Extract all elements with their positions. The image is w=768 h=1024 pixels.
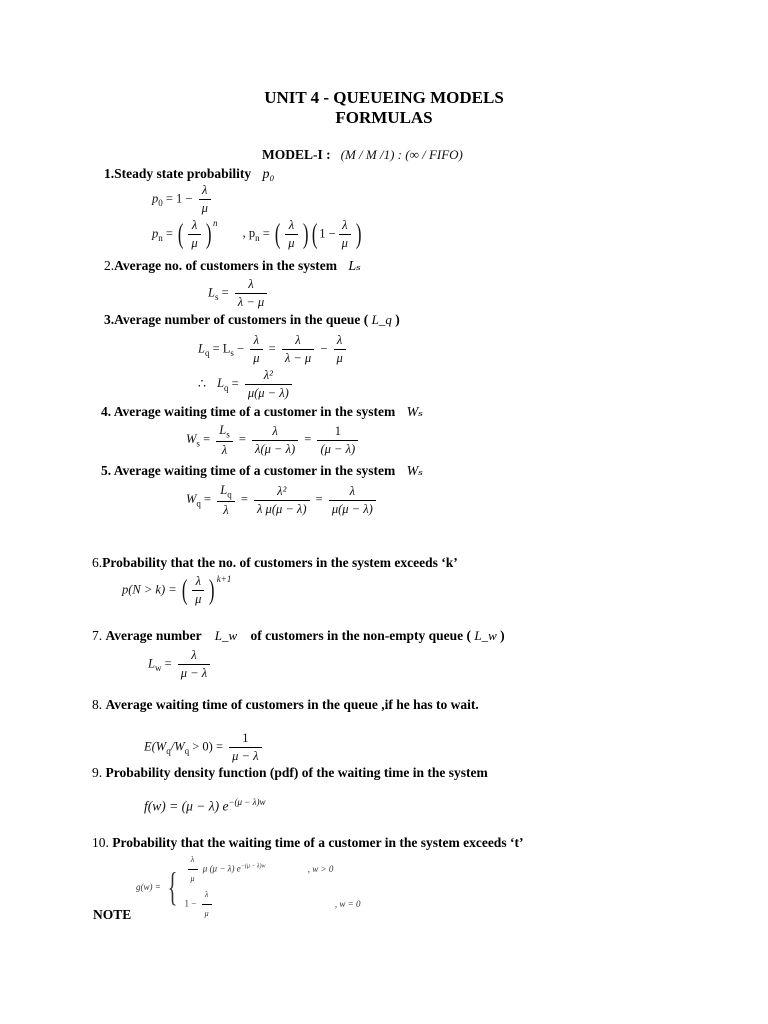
formula-4: $W_s$ = $\frac{L_s}{\lambda}$ = $\frac{\lambda}{\lambda(\mu - \lambda)}$ = $\frac{1}{(\mu - \lambda)}$ — [186, 423, 361, 458]
formula-5: $W_q$ = $\frac{L_q}{\lambda}$ = $\frac{\text{λ²}}{\text{λ μ(μ − λ)}}$ = $\frac{\lambda}{\mu(\mu - \lambda)}$ — [186, 483, 379, 518]
section-7-symbol: L_w — [214, 628, 238, 643]
model-label: MODEL-I : — [262, 147, 331, 162]
section-5-symbol: Wₛ — [406, 464, 423, 479]
section-9-heading: 9. Probability density function (pdf) of the waiting time in the system — [92, 765, 488, 780]
formula-9: f(w) = (μ − λ) $e^{-(\mu - \lambda)w}$ — [144, 797, 266, 814]
formula-7: $L_w$ = $\frac{\lambda}{\mu - \lambda}$ — [148, 648, 213, 681]
section-1-symbol: p₀ — [262, 167, 275, 182]
page-title: UNIT 4 - QUEUEING MODELS — [264, 88, 504, 107]
model-notation: (M / M /1) : (∞ / FIFO) — [340, 147, 463, 162]
section-2-heading: 2.Average no. of customers in the system Lₛ — [104, 258, 361, 274]
section-7-heading: 7. Average number L_w of customers in the non-empty queue ( L_w ) — [92, 628, 505, 643]
model-heading — [262, 146, 463, 164]
formula-3a: $L_q = L_s$ − $\frac{\lambda}{\mu}$ = $\frac{\lambda}{\lambda - \mu}$ − $\frac{\lambda}{\mu}$ — [198, 333, 349, 366]
section-5-heading: 5. Average waiting time of a customer in the system Wₛ — [101, 463, 423, 479]
section-3-symbol: L_q — [371, 312, 392, 327]
section-1-heading: 1.Steady state probability p₀ — [104, 166, 275, 182]
section-8-heading: 8. Average waiting time of customers in the queue ,if he has to wait. — [92, 697, 479, 712]
section-6-heading: 6.Probability that the no. of customers in the system exceeds ‘k’ — [92, 555, 458, 570]
section-4-heading: 4. Average waiting time of a customer in the system Wₛ — [101, 404, 423, 420]
section-7-symbol-2: L_w — [474, 628, 497, 643]
section-10-heading: 10. Probability that the waiting time of a customer in the system exceeds ‘t’ — [92, 835, 524, 850]
page-subtitle: FORMULAS — [335, 108, 433, 127]
formula-6: p(N > k) = ( $\frac{\lambda}{\mu}$ ) $^{k+1}$ — [122, 574, 232, 606]
formula-2: $L_s$ = $\frac{\lambda}{\lambda - \mu}$ — [208, 277, 270, 310]
section-2-symbol: Lₛ — [348, 259, 361, 274]
section-4-symbol: Wₛ — [406, 405, 423, 420]
formula-1a: $p_0 = 1$ − $\frac{\lambda}{\mu}$ — [152, 183, 214, 216]
note-heading: NOTE — [93, 907, 132, 922]
formula-8: $E(W_q/W_q > 0)$ = $\frac{1}{\mu - \lambda}$ — [144, 731, 265, 764]
formula-10: g(w) = { $\frac{\lambda}{\mu}$ μ (μ − λ) $e^{-(\mu - \lambda)w}$ , w > 0 1 − $\frac{\lambda}{\mu}$ , w = 0 — [136, 852, 360, 922]
formula-3b: ∴ $L_q$ = $\frac{\text{λ²}}{\mu(\mu - \lambda)}$ — [198, 368, 295, 401]
section-3-heading: 3.Average number of customers in the queue ( L_q ) — [104, 312, 400, 327]
formula-1b: $p_n$ = ( $\frac{\lambda}{\mu}$ ) $^n$ , $p_n$ = ( $\frac{\lambda}{\mu}$ ) ( 1 − $\frac{\lambda}{\mu}$ ) — [152, 218, 362, 250]
